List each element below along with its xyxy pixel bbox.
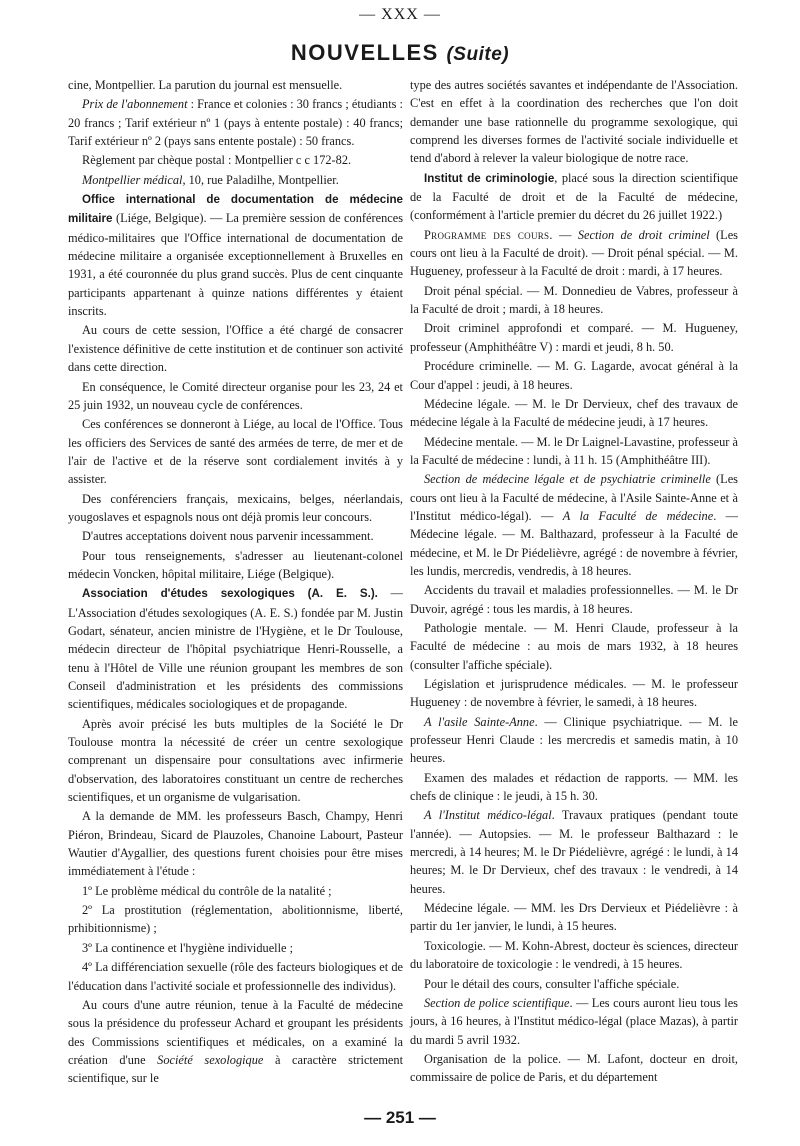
paragraph: cine, Montpellier. La parution du journal est mensuelle. — [68, 78, 343, 92]
paragraph: Examen des malades et rédaction de rapports. — MM. les chefs de clinique : le jeudi, à 15 h. 30. — [410, 770, 738, 804]
paragraph: Droit pénal spécial. — M. Donnedieu de Vabres, professeur à la Faculté de droit ; mardi, à 18 heures. — [410, 283, 738, 317]
list-item: 2º La prostitution (réglementation, abolitionnisme, liberté, prhibitionnisme) ; — [68, 903, 403, 936]
paragraph: D'autres acceptations doivent nous parvenir incessamment. — [82, 529, 374, 544]
right-column — [410, 76, 738, 1087]
paragraph: Office international de documentation de médecine militaire (Liége, Belgique). — La première session de conférences médico-militaires que l'Office international de documentation de médecine militaire a organisée exceptionnellement à Bruxelles en 1931, a été couronnée du plus grand succès. Plus de cent cinquante participants appartenant à quinze nations différentes y étaient inscrits. — [68, 193, 403, 319]
paragraph: Pathologie mentale. — M. Henri Claude, professeur à la Faculté de médecine : au mois de mars 1932, à 18 heures (consulter l'affiche spéciale). — [410, 620, 738, 672]
paragraph: Organisation de la police. — M. Lafont, docteur en droit, commissaire de police de Paris, et du département — [410, 1051, 738, 1085]
paragraph: Au cours de cette session, l'Office a été chargé de consacrer l'existence définitive de cette institution et de continuer son activité dans cette direction. — [68, 323, 403, 375]
page-roman-number: — XXX — — [359, 6, 441, 23]
paragraph: Toxicologie. — M. Kohn-Abrest, docteur ès sciences, directeur du laboratoire de toxicologie : le vendredi, à 15 heures. — [410, 938, 738, 972]
paragraph: Médecine mentale. — M. le Dr Laignel-Lavastine, professeur à la Faculté de médecine : lundi, à 11 h. 15 (Amphithéâtre III). — [410, 434, 738, 467]
paragraph: Programme des cours. — Section de droit criminel (Les cours ont lieu à la Faculté de droit). — Droit pénal spécial. — M. Hugueney, professeur à la Faculté de droit : mardi, à 17 heures. — [410, 227, 738, 279]
list-item: 1º Le problème médical du contrôle de la natalité ; — [82, 883, 332, 898]
paragraph: Institut de criminologie, placé sous la direction scientifique de la Faculté de droit et de la Faculté de médecine, (conformément à l'article premier du décret du 26 juillet 1922.) — [410, 170, 738, 223]
paragraph: Montpellier médical, 10, rue Paladilhe, Montpellier. — [82, 172, 339, 187]
paragraph: A la demande de MM. les professeurs Basch, Champy, Henri Piéron, Brindeau, Sicard de Plauzoles, Chanoine Labourt, Pasteur Wautier d'Aygallier, des questions furent choisies pour être mises immédiatement à l'étude : — [68, 809, 403, 879]
paragraph: Procédure criminelle. — M. G. Lagarde, avocat général à la Cour d'appel : jeudi, à 18 heures. — [410, 359, 738, 392]
section-title — [0, 40, 800, 66]
page-number: — 251 — — [364, 1108, 436, 1127]
paragraph: Association d'études sexologiques (A. E. S.). — L'Association d'études sexologiques (A. E. S.) fondée par M. Justin Godart, sénateur, ancien ministre de l'Hygiène, et le Dr Toulouse, médecin directeur de l'hôpital psychiatrique Henri-Rousselle, a tenu à l'Hôtel de Ville une réunion groupant les membres de son Conseil d'administration et les présidents des commissions scientifiques, médicales sociologiques et de propagande. — [68, 586, 404, 712]
paragraph: A l'asile Sainte-Anne. — Clinique psychiatrique. — M. le professeur Henri Claude : les mercredis et samedis matin, à 10 heures. — [410, 714, 738, 766]
paragraph: Règlement par chèque postal : Montpellier c c 172-82. — [82, 153, 352, 168]
paragraph: A l'Institut médico-légal. Travaux pratiques (pendant toute l'année). — Autopsies. — M. le professeur Balthazard : le mercredi, à 14 heures; M. le Dr Piédelièvre, agrégé : le lundi, à 14 heures; M. le Dr Dervieux, chef des travaux : le vendredi, à 14 heures. — [410, 808, 738, 896]
paragraph: Pour tous renseignements, s'adresser au lieutenant-colonel médecin Voncken, hôpital militaire, Liége (Belgique). — [68, 548, 403, 581]
paragraph: Ces conférences se donneront à Liége, au local de l'Office. Tous les officiers des Services de santé des armées de terre, de mer et de l'air de l'active et de la réserve sont cordialement invités à y assister. — [68, 417, 403, 487]
paragraph: Section de police scientifique. — Les cours auront lieu tous les jours, à 16 heures, à l'Institut médico-légal (place Mazas), à partir du mardi 5 avril 1932. — [410, 995, 738, 1047]
paragraph: Prix de l'abonnement : France et colonies : 30 francs ; étudiants : 20 francs ; Tarif extérieur nº 1 (pays à entente postale) : 40 francs; Tarif extérieur nº 2 (pays sans entente postale) : 50 francs. — [68, 97, 403, 149]
paragraph: type des autres sociétés savantes et indépendante de l'Association. C'est en effet à la coordination des recherches que l'on doit demander une base rationnelle du programme sexologique, qui comprend les diverses formes de l'activité sociale individuelle et tend d'abord à relever la valeur biologique de notre race. — [410, 78, 738, 166]
paragraph: Après avoir précisé les buts multiples de la Société le Dr Toulouse montra la nécessité de créer un centre sexologique comprenant un dispensaire pour consultations avec infirmerie d'observation, des laboratoires constituant un centre de recherches scientifiques, et un organisme de vulgarisation. — [68, 716, 403, 805]
paragraph: Droit criminel approfondi et comparé. — M. Hugueney, professeur (Amphithéâtre V) : mardi et jeudi, 8 h. 50. — [410, 321, 738, 354]
paragraph: Section de médecine légale et de psychiatrie criminelle (Les cours ont lieu à la Faculté de médecine, à l'Asile Sainte-Anne et à l'Institut médico-légal). — A la Faculté de médecine. — Médecine légale. — M. Balthazard, professeur à la Faculté de médecine, et M. le Dr Piédelièvre, agrégé : de novembre à février, les lundis, mercredis, vendredis, à 18 heures. — [410, 472, 739, 578]
list-item: 4º La différenciation sexuelle (rôle des facteurs biologiques et de l'éducation dans l'activité sociale et professionnelle des individus). — [68, 960, 403, 993]
paragraph: Accidents du travail et maladies professionnelles. — M. le Dr Duvoir, agrégé : tous les mardis, à 18 heures. — [410, 583, 738, 616]
list-item: 3º La continence et l'hygiène individuelle ; — [82, 940, 294, 955]
paragraph: Des conférenciers français, mexicains, belges, néerlandais, yougoslaves et espagnols nous ont déjà promis leur concours. — [68, 491, 403, 524]
paragraph: Législation et jurisprudence médicales. — M. le professeur Hugueney : de novembre à février, le samedi, à 18 heures. — [410, 677, 738, 710]
section-title-suite: (Suite) — [446, 44, 510, 65]
section-title-main: NOUVELLES — [290, 40, 439, 65]
paragraph: En conséquence, le Comité directeur organise pour les 23, 24 et 25 juin 1932, un nouveau cycle de conférences. — [68, 379, 403, 412]
paragraph: Médecine légale. — M. le Dr Dervieux, chef des travaux de médecine légale à la Faculté de médecine jeudi, à 17 heures. — [410, 396, 738, 430]
paragraph: Médecine légale. — MM. les Drs Dervieux et Piédelièvre : à partir du 1er janvier, le lundi, à 15 heures. — [410, 901, 738, 934]
left-column — [68, 76, 403, 1088]
paragraph: Au cours d'une autre réunion, tenue à la Faculté de médecine sous la présidence du professeur Achard et groupant les présidents des Commissions scientifiques et médicales, on a examiné la création d'une Société sexologique à caractère strictement scientifique, sur le — [68, 997, 404, 1086]
paragraph: Pour le détail des cours, consulter l'affiche spéciale. — [424, 976, 680, 991]
